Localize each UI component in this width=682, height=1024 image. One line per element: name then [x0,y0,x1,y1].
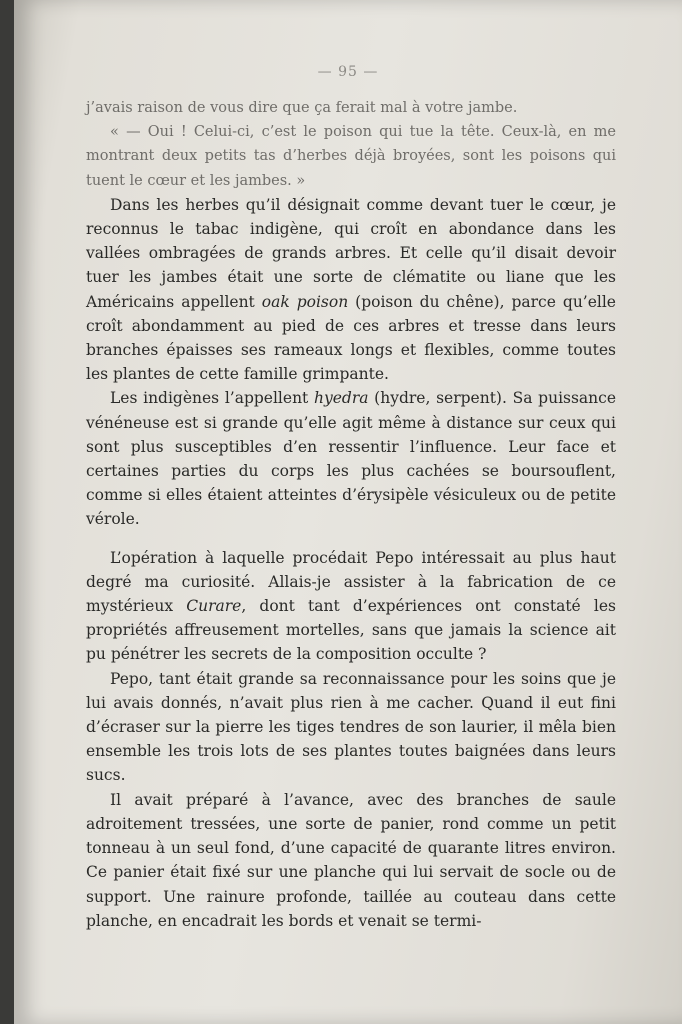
body-text [86,96,616,933]
paragraph-4-italic: hyedra [313,389,369,408]
paragraph-3 [86,193,616,387]
paragraph-3-text-b: (poison du chêne), parce qu’elle croît abondamment au pied de ces arbres et tresse dans leurs branches épaisses ses rameaux longs et flexibles, comme toutes les plantes de cette famille grimpante. [86,292,616,384]
book-page [14,0,682,1024]
paragraph-5-text-a: L’opération à laquelle procédait Pepo intéressait au plus haut degré ma curiosité. Allais-je assister à la fabrication de ce mystérieux [86,548,616,616]
paragraph-2: « — Oui ! Celui-ci, c’est le poison qui tue la tête. Ceux-là, en me montrant deux petits tas d’herbes déjà broyées, sont les poisons qui tuent le cœur et les jambes. » [86,124,616,189]
paragraph-3-text-a: Dans les herbes qu’il désignait comme devant tuer le cœur, je reconnus le tabac indigène, qui croît en abondance dans les vallées ombragées de grands arbres. Et celle qu’il disait devoir tuer les jambes était une sorte de clématite ou liane que les Américains appellent [86,195,616,311]
paragraph-7: Il avait préparé à l’avance, avec des branches de saule adroitement tressées, une sorte de panier, rond comme un petit tonneau à un seul fond, d’une capacité de quarante litres environ. Ce panier était fixé sur une planche qui lui servait de socle ou de support. Une rainure profonde, taillée au couteau dans cette planche, en encadrait les bords et venait se termi- [86,790,616,930]
paragraph-4 [86,386,616,531]
paragraph-4-text-b: (hydre, serpent). Sa puissance vénéneuse est si grande qu’elle agit même à distance sur ceux qui sont plus susceptibles d’en ressentir l’influence. Leur face et certaines parties du corps les plus cachées se boursouflent, comme si elles étaient atteintes d’érysipèle vésiculeux ou de petite vérole. [86,389,617,529]
paragraph-1: j’avais raison de vous dire que ça ferait mal à votre jambe. [86,100,518,116]
paragraph-3-italic: oak poison [261,292,349,311]
paragraph-5-italic: Curare [186,597,242,616]
paragraph-5-text-b: , dont tant d’expériences ont constaté les propriétés affreusement mortelles, sans que jamais la science ait pu pénétrer les secrets de la composition occulte ? [86,597,616,664]
paragraph-6: Pepo, tant était grande sa reconnaissance pour les soins que je lui avais donnés, n’avait plus rien à me cacher. Quand il eut fini d’écraser sur la pierre les tiges tendres de son laurier, il mêla bien ensemble les trois lots de ses plantes toutes baignées dans leurs sucs. [86,669,616,785]
page-number: — 95 — [317,64,379,80]
paragraph-5 [86,546,616,667]
paragraph-4-text-a: Les indigènes l’appellent [110,389,314,408]
